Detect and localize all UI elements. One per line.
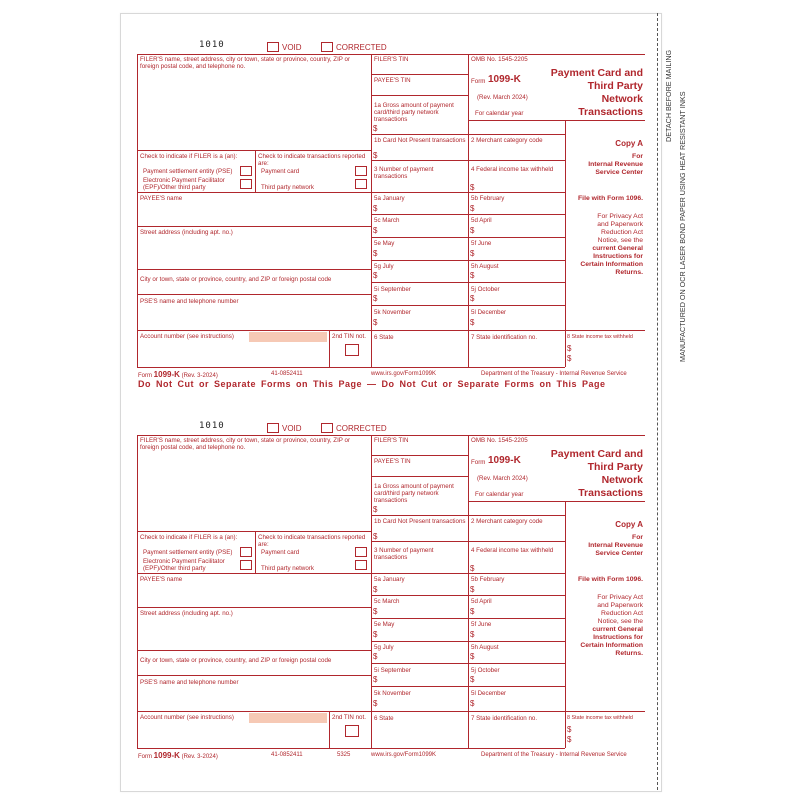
box-3-label: 3 Number of payment transactions [374, 166, 434, 180]
month-5e: 5e May [374, 240, 395, 247]
box-2-label: 2 Merchant category code [471, 137, 543, 144]
dollar: $ [470, 294, 475, 303]
third-party-checkbox[interactable] [355, 179, 367, 189]
month-5b: 5b February [471, 576, 505, 583]
month-5g: 5g July [374, 263, 394, 270]
calendar-year: For calendar year [475, 491, 524, 498]
dollar: $ [470, 226, 475, 235]
box-6-label: 6 State [374, 334, 394, 341]
dollar: $ [567, 735, 572, 744]
dollar: $ [470, 630, 475, 639]
privacy-notice: For Privacy Act and Paperwork Reduction Act Notice, see the [597, 213, 643, 244]
void-checkbox[interactable] [267, 42, 279, 52]
epf-label: Electronic Payment Facilitator (EPF)/Other third party [143, 177, 225, 191]
dollar: $ [470, 585, 475, 594]
pse-checkbox[interactable] [240, 166, 252, 176]
corrected-checkbox[interactable] [321, 423, 333, 433]
month-5a: 5a January [374, 576, 405, 583]
box-1b-dollar: $ [373, 151, 378, 160]
void-checkbox[interactable] [267, 423, 279, 433]
month-5c: 5c March [374, 598, 400, 605]
form-number: 1099-K [488, 74, 521, 85]
month-5l: 5l December [471, 309, 507, 316]
dollar: $ [373, 699, 378, 708]
dollar: $ [470, 271, 475, 280]
epf-checkbox[interactable] [240, 179, 252, 189]
filer-info-label: FILER'S name, street address, city or town, state or province, country, ZIP or foreign postal code, and telephone no. [140, 437, 351, 451]
month-5i: 5i September [374, 286, 411, 293]
tin2-label: 2nd TIN not. [332, 714, 366, 721]
filer-tin-label: FILER'S TIN [374, 437, 409, 444]
pse-checkbox[interactable] [240, 547, 252, 557]
corrected-label: CORRECTED [336, 424, 387, 433]
month-5f: 5f June [471, 240, 492, 247]
month-5f: 5f June [471, 621, 492, 628]
dollar: $ [470, 204, 475, 213]
box-1a-dollar: $ [373, 505, 378, 514]
payment-card-checkbox[interactable] [355, 166, 367, 176]
account-label: Account number (see instructions) [140, 333, 234, 340]
dollar: $ [470, 652, 475, 661]
payee-name-label: PAYEE'S name [140, 576, 183, 583]
pse-name-label: PSE'S name and telephone number [140, 298, 239, 305]
box-7-label: 7 State identification no. [471, 715, 538, 722]
footer-dept: Department of the Treasury - Internal Revenue Service [481, 371, 627, 377]
dollar: $ [373, 249, 378, 258]
month-5i: 5i September [374, 667, 411, 674]
box-4-label: 4 Federal income tax withheld [471, 547, 554, 554]
form-copy-top [137, 40, 645, 410]
dollar: $ [373, 294, 378, 303]
third-party-label: Third party network [261, 184, 314, 191]
footer-dept: Department of the Treasury - Internal Revenue Service [481, 752, 627, 758]
street-label: Street address (including apt. no.) [140, 610, 233, 617]
payee-tin-label: PAYEE'S TIN [374, 458, 411, 465]
month-5h: 5h August [471, 644, 499, 651]
footer-form: Form 1099-K (Rev. 3-2024) [138, 370, 218, 379]
check-filer-label: Check to indicate if FILER is a (an): [140, 534, 238, 541]
month-5k: 5k November [374, 690, 411, 697]
month-5b: 5b February [471, 195, 505, 202]
payment-card-label: Payment card [261, 549, 300, 556]
month-5d: 5d April [471, 217, 492, 224]
void-label: VOID [282, 424, 302, 433]
detach-label: DETACH BEFORE MAILING [664, 49, 673, 142]
dollar: $ [373, 318, 378, 327]
payment-card-checkbox[interactable] [355, 547, 367, 557]
box-6-label: 6 State [374, 715, 394, 722]
dollar: $ [373, 271, 378, 280]
tin2-checkbox[interactable] [345, 725, 359, 737]
copy-a: Copy A [615, 520, 643, 529]
month-5c: 5c March [374, 217, 400, 224]
for-irs: For Internal Revenue Service Center [588, 534, 643, 557]
corrected-checkbox[interactable] [321, 42, 333, 52]
privacy-notice: For Privacy Act and Paperwork Reduction Act Notice, see the [597, 594, 643, 625]
filer-tin-label: FILER'S TIN [374, 56, 409, 63]
dollar: $ [567, 354, 572, 363]
box-1a-label: 1a Gross amount of payment card/third party network transactions [374, 102, 454, 123]
manufactured-label: MANUFACTURED ON OCR LASER BOND PAPER USING HEAT RESISTANT INKS [678, 91, 687, 362]
copy-a: Copy A [615, 139, 643, 148]
box-4-label: 4 Federal income tax withheld [471, 166, 554, 173]
tin2-checkbox[interactable] [345, 344, 359, 356]
dollar: $ [567, 344, 572, 353]
city-label: City or town, state or province, country, and ZIP or foreign postal code [140, 657, 332, 664]
calendar-year: For calendar year [475, 110, 524, 117]
do-not-cut-notice: Do Not Cut or Separate Forms on This Page — Do Not Cut or Separate Forms on This Page [138, 379, 606, 389]
month-5j: 5j October [471, 286, 500, 293]
month-5g: 5g July [374, 644, 394, 651]
form-title: Payment Card and Third Party Network Transactions [550, 67, 643, 118]
street-label: Street address (including apt. no.) [140, 229, 233, 236]
for-irs: For Internal Revenue Service Center [588, 153, 643, 176]
box-8-label: 8 State income tax withheld [567, 334, 633, 340]
void-label: VOID [282, 43, 302, 52]
third-party-label: Third party network [261, 565, 314, 572]
instructions: current General Instructions for Certain Information Returns. [580, 626, 643, 657]
check-trans-label: Check to indicate transactions reported are: [258, 534, 366, 548]
month-5k: 5k November [374, 309, 411, 316]
form-number: 1099-K [488, 455, 521, 466]
month-5j: 5j October [471, 667, 500, 674]
dollar: $ [373, 630, 378, 639]
footer-cat: 41-0852411 [271, 371, 303, 377]
filer-info-label: FILER'S name, street address, city or town, state or province, country, ZIP or foreign postal code, and telephone no. [140, 56, 351, 70]
perforation-line [657, 13, 658, 790]
box-1a-dollar: $ [373, 124, 378, 133]
dollar: $ [373, 607, 378, 616]
form-copy-bottom [137, 421, 645, 791]
dollar: $ [470, 607, 475, 616]
form-code: 1010 [199, 421, 225, 431]
footer-cat: 41-0852411 [271, 752, 303, 758]
month-5l: 5l December [471, 690, 507, 697]
box-2-label: 2 Merchant category code [471, 518, 543, 525]
box-1b-label: 1b Card Not Present transactions [374, 518, 466, 525]
footer-num: 5325 [337, 752, 351, 758]
file-with: File with Form 1096. [578, 195, 643, 202]
payee-name-label: PAYEE'S name [140, 195, 183, 202]
dollar: $ [470, 699, 475, 708]
check-trans-label: Check to indicate transactions reported are: [258, 153, 366, 167]
epf-label: Electronic Payment Facilitator (EPF)/Other third party [143, 558, 225, 572]
form-revision: (Rev. March 2024) [477, 475, 528, 482]
box-1b-label: 1b Card Not Present transactions [374, 137, 466, 144]
footer-url: www.irs.gov/Form1099K [371, 752, 437, 758]
box-7-label: 7 State identification no. [471, 334, 538, 341]
form-code: 1010 [199, 40, 225, 50]
account-shaded-field[interactable] [249, 332, 327, 342]
account-shaded-field[interactable] [249, 713, 327, 723]
footer-form: Form 1099-K (Rev. 3-2024) [138, 751, 218, 760]
tin2-label: 2nd TIN not. [332, 333, 366, 340]
month-5e: 5e May [374, 621, 395, 628]
dollar: $ [567, 725, 572, 734]
dollar: $ [373, 204, 378, 213]
dollar: $ [373, 675, 378, 684]
box-4-dollar: $ [470, 183, 475, 192]
check-filer-label: Check to indicate if FILER is a (an): [140, 153, 238, 160]
form-revision: (Rev. March 2024) [477, 94, 528, 101]
month-5h: 5h August [471, 263, 499, 270]
box-3-label: 3 Number of payment transactions [374, 547, 434, 561]
third-party-checkbox[interactable] [355, 560, 367, 570]
pse-label: Payment settlement entity (PSE) [143, 549, 233, 556]
pse-name-label: PSE'S name and telephone number [140, 679, 239, 686]
form-title: Payment Card and Third Party Network Transactions [550, 448, 643, 499]
instructions: current General Instructions for Certain Information Returns. [580, 245, 643, 276]
footer-url: www.irs.gov/Form1099K [371, 371, 437, 377]
dollar: $ [470, 318, 475, 327]
side-margin-text [664, 22, 687, 362]
city-label: City or town, state or province, country, and ZIP or foreign postal code [140, 276, 332, 283]
payee-tin-label: PAYEE'S TIN [374, 77, 411, 84]
pse-label: Payment settlement entity (PSE) [143, 168, 233, 175]
form-word: Form [471, 459, 486, 466]
dollar: $ [373, 585, 378, 594]
month-5d: 5d April [471, 598, 492, 605]
box-1b-dollar: $ [373, 532, 378, 541]
omb-number: OMB No. 1545-2205 [471, 437, 528, 444]
epf-checkbox[interactable] [240, 560, 252, 570]
omb-number: OMB No. 1545-2205 [471, 56, 528, 63]
corrected-label: CORRECTED [336, 43, 387, 52]
box-1a-label: 1a Gross amount of payment card/third party network transactions [374, 483, 454, 504]
file-with: File with Form 1096. [578, 576, 643, 583]
month-5a: 5a January [374, 195, 405, 202]
dollar: $ [373, 226, 378, 235]
box-8-label: 8 State income tax withheld [567, 715, 633, 721]
form-word: Form [471, 78, 486, 85]
payment-card-label: Payment card [261, 168, 300, 175]
box-4-dollar: $ [470, 564, 475, 573]
dollar: $ [470, 249, 475, 258]
dollar: $ [470, 675, 475, 684]
dollar: $ [373, 652, 378, 661]
account-label: Account number (see instructions) [140, 714, 234, 721]
